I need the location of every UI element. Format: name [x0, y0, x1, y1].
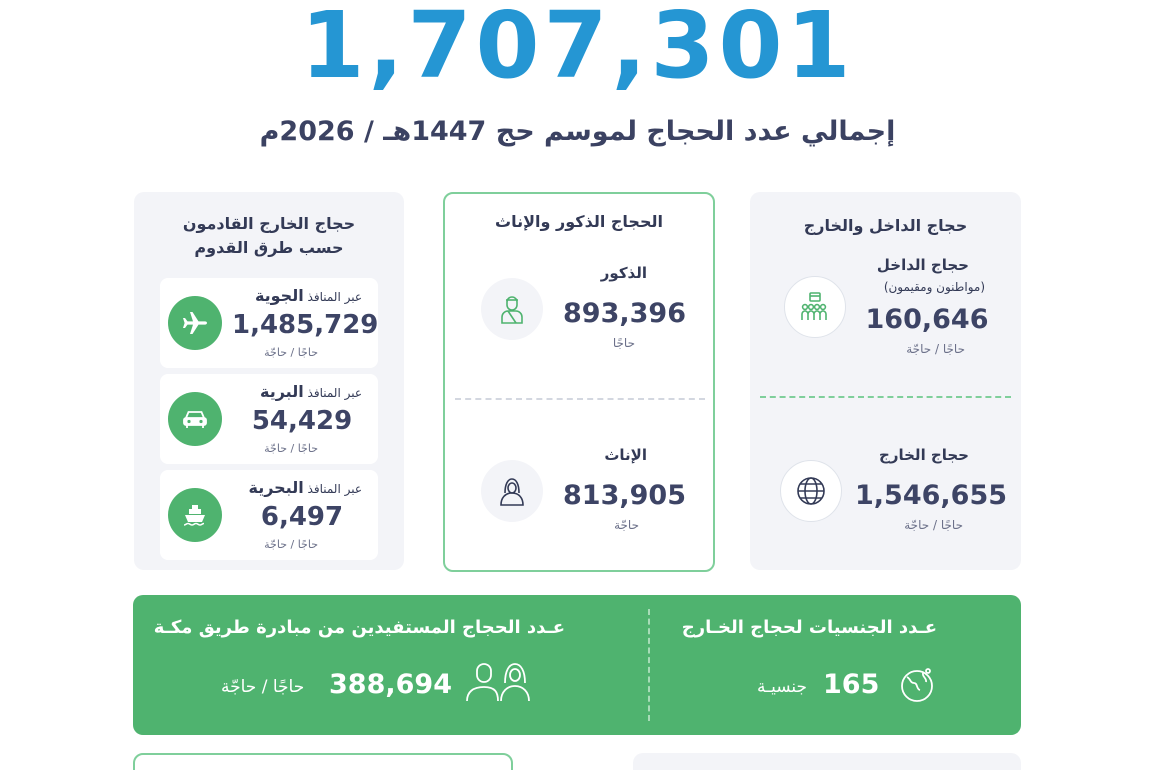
international-unit: حاجًا / حاجّة	[904, 518, 963, 532]
land-route-unit: حاجًا / حاجّة	[264, 442, 318, 455]
bottom-panel-right	[633, 753, 1021, 770]
sea-route-label	[248, 478, 362, 497]
air-route-unit: حاجًا / حاجّة	[264, 346, 318, 359]
route-prefix: عبر المنافذ	[307, 482, 362, 496]
stats-band	[133, 595, 1021, 735]
route-prefix: عبر المنافذ	[307, 290, 362, 304]
land-route-card	[160, 374, 378, 464]
nationalities-unit: جنسيـة	[757, 677, 808, 697]
land-route-label	[260, 382, 362, 401]
divider	[760, 396, 1011, 398]
sea-route-unit: حاجًا / حاجّة	[264, 538, 318, 551]
car-icon	[168, 392, 222, 446]
sea-route-card	[160, 470, 378, 560]
panel-title: الحجاج الذكور والإناث	[495, 212, 663, 231]
globe-icon	[780, 460, 842, 522]
female-label: الإناث	[604, 446, 647, 464]
airplane-icon	[168, 296, 222, 350]
bottom-panel-left	[133, 753, 513, 770]
route-type: البحرية	[248, 478, 304, 497]
gender-panel	[443, 192, 715, 572]
domestic-value: 160,646	[865, 304, 989, 335]
female-pilgrim-icon	[481, 460, 543, 522]
female-unit: حاجّة	[614, 518, 639, 532]
air-route-value: 1,485,729	[232, 310, 379, 340]
male-pilgrim-icon	[481, 278, 543, 340]
domestic-label: حجاج الداخل	[876, 256, 969, 274]
panel-title: حجاج الداخل والخارج	[803, 216, 968, 235]
domestic-unit: حاجًا / حاجّة	[906, 342, 965, 356]
air-route-card	[160, 278, 378, 368]
land-route-value: 54,429	[251, 406, 353, 436]
international-label: حجاج الخارج	[879, 446, 969, 464]
total-pilgrims-caption: إجمالي عدد الحجاج لموسم حج 1447هـ / 2026م	[259, 116, 896, 147]
domestic-sublabel: (مواطنون ومقيمون)	[883, 280, 985, 294]
crowd-kaaba-icon	[784, 276, 846, 338]
globe-people-icon	[897, 665, 937, 709]
route-type: البرية	[260, 382, 304, 401]
route-type: الجوية	[254, 286, 304, 305]
nationalities-title: عـدد الجنسيات لحجاج الخـارج	[681, 617, 937, 638]
male-value: 893,396	[563, 298, 686, 329]
male-unit: حاجًا	[612, 336, 635, 350]
nationalities-value: 165	[823, 669, 880, 700]
band-divider	[648, 609, 650, 721]
makkah-route-title: عـدد الحجاج المستفيدين من مبادرة طريق مكـة	[153, 617, 565, 638]
makkah-route-value: 388,694	[329, 669, 452, 700]
makkah-route-unit: حاجًا / حاجّة	[221, 677, 305, 697]
route-prefix: عبر المنافذ	[307, 386, 362, 400]
pilgrims-couple-icon	[463, 657, 541, 709]
sea-route-value: 6,497	[260, 502, 344, 532]
air-route-label	[255, 286, 362, 305]
female-value: 813,905	[563, 480, 686, 511]
male-label: الذكور	[600, 264, 647, 282]
panel-title-line1: حجاج الخارج القادمون	[182, 214, 356, 233]
divider	[455, 398, 705, 400]
panel-title-line2: حسب طرق القدوم	[194, 238, 344, 257]
domestic-international-panel	[750, 192, 1021, 570]
international-value: 1,546,655	[855, 480, 1008, 511]
arrival-routes-panel	[134, 192, 404, 570]
ship-icon	[168, 488, 222, 542]
total-pilgrims-number: 1,707,301	[300, 0, 855, 99]
